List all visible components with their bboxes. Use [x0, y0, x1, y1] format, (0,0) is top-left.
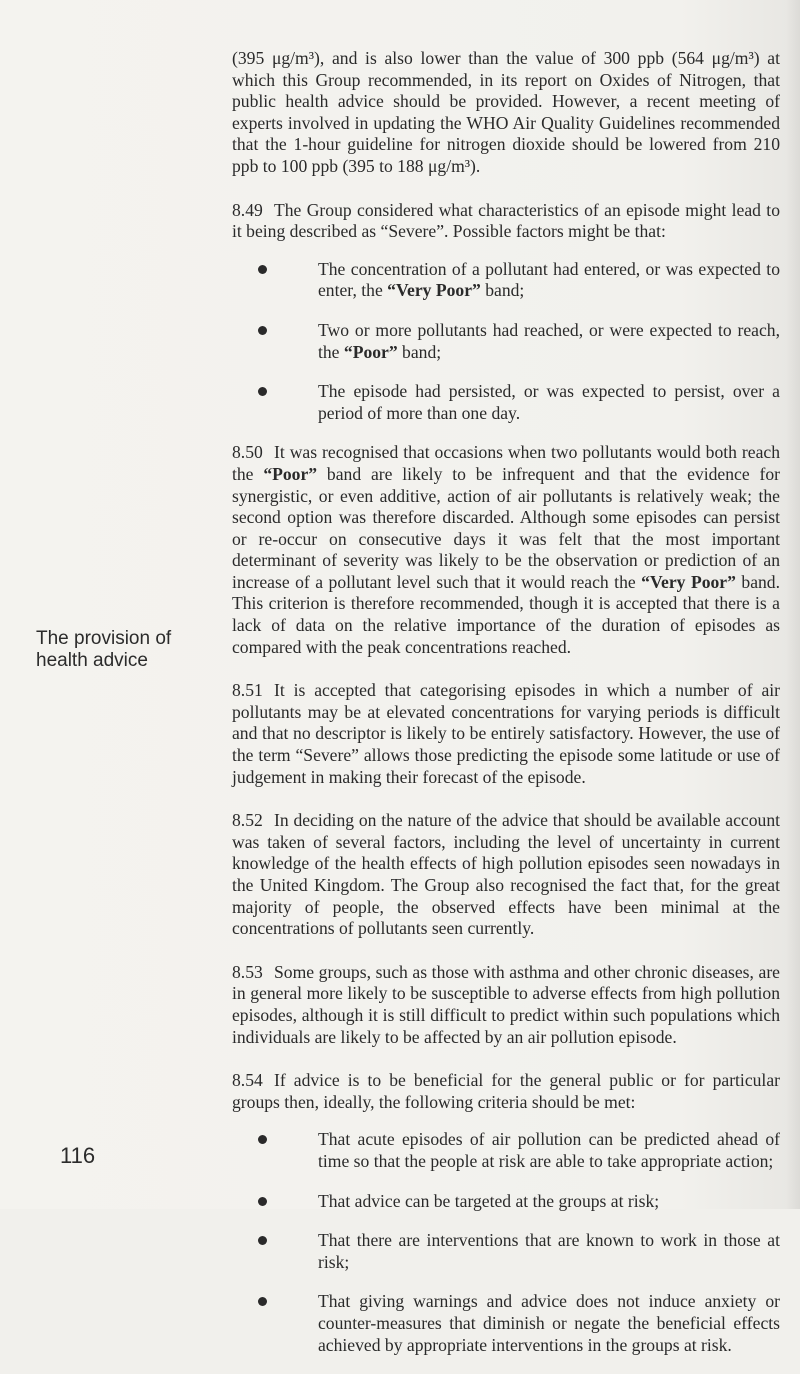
bullet-text: The episode had persisted, or was expected to persist, over a period of more than one day.: [318, 381, 780, 423]
bullet-text: band;: [397, 341, 442, 362]
paragraph-text: Some groups, such as those with asthma and other chronic diseases, are in general more likely to be susceptible to adverse effects from high pollution episodes, although it is still difficult to predict within such populations which individuals are likely to be affected by an air pollution episode.: [232, 961, 780, 1047]
page-edge-shadow: [786, 0, 800, 1209]
list-item: That advice can be targeted at the groups at risk;: [232, 1191, 780, 1213]
list-item: [232, 320, 780, 363]
paragraph-text: band are likely to be infrequent and that the evidence for synergistic, or even additive, action of air pollutants is relatively weak; the second option was therefore discarded. Although some episodes can persist or re-occur on consecutive days it was felt that the most important determinant of severity was likely to be the observation or prediction of an increase of a pollutant level such that it would reach the: [232, 463, 780, 592]
paragraph-8-54: [232, 1070, 780, 1113]
paragraph-8-50: [232, 442, 780, 658]
paragraph-emphasis: “Poor”: [263, 463, 318, 484]
paragraph-8-53: [232, 962, 780, 1048]
paragraph-text: It is accepted that categorising episodes in which a number of air pollutants may be at elevated concentrations for varying periods is difficult and that no descriptor is likely to be entirely satisfactory. However, the use of the term “Severe” allows those predicting the episode some latitude or use of judgement in making their forecast of the episode.: [232, 680, 780, 787]
list-item: That there are interventions that are known to work in those at risk;: [232, 1230, 780, 1273]
paragraph-text: It was recognised that occasions when two pollutants would both reach the: [232, 442, 780, 484]
bullet-emphasis: “Poor”: [343, 341, 398, 362]
paragraph-number: 8.50: [232, 442, 263, 463]
main-text: [232, 48, 780, 1374]
paragraph-text: The Group considered what characteristics of an episode might lead to it being described as “Severe”. Possible factors might be that:: [232, 199, 780, 242]
paragraph-8-52: [232, 810, 780, 940]
paragraph-intro: (395 μg/m³), and is also lower than the value of 300 ppb (564 μg/m³) at which this Group recommended, in its report on Oxides of Nitrogen, that public health advice should be provided. However, a recent meeting of experts involved in updating the WHO Air Quality Guidelines recommended that the 1-hour guideline for nitrogen dioxide should be lowered from 210 ppb to 100 ppb (395 to 188 μg/m³).: [232, 48, 780, 176]
list-item: [232, 381, 780, 424]
paragraph-number: 8.53: [232, 961, 263, 982]
bullet-emphasis: “Very Poor”: [387, 280, 481, 301]
list-item: That acute episodes of air pollution can be predicted ahead of time so that the people at risk are able to take appropriate action;: [232, 1129, 780, 1172]
advice-criteria-list: [232, 1129, 780, 1356]
paragraph-number: 8.51: [232, 680, 263, 701]
paragraph-text: In deciding on the nature of the advice that should be available account was taken of several factors, including the level of uncertainty in current knowledge of the health effects of high pollution episodes seen nowadays in the United Kingdom. The Group also recognised the fact that, for the great majority of people, the observed effects have been minimal at the concentrations of pollutants seen currently.: [232, 810, 780, 939]
list-item: That giving warnings and advice does not induce anxiety or counter-measures that diminish or negate the beneficial effects achieved by appropriate interventions in the groups at risk.: [232, 1291, 780, 1356]
paragraph-emphasis: “Very Poor”: [641, 571, 736, 592]
paragraph-number: 8.52: [232, 810, 263, 831]
bullet-text: The concentration of a pollutant had entered, or was expected to enter, the: [318, 258, 780, 301]
page-number: 116: [60, 1143, 96, 1168]
margin-heading: The provision of health advice: [36, 628, 172, 671]
paragraph-number: 8.54: [232, 1070, 263, 1091]
paragraph-8-51: [232, 680, 780, 788]
bullet-text: band;: [480, 280, 525, 301]
bullet-text: Two or more pollutants had reached, or were expected to reach, the: [318, 319, 780, 362]
paragraph-text: band. This criterion is therefore recommended, though it is accepted that there is a lack of data on the relative importance of the duration of episodes as compared with the peak concentrations reached.: [232, 571, 781, 657]
severity-factors-list: [232, 259, 780, 425]
paragraph-8-49: [232, 200, 780, 243]
list-item: [232, 259, 780, 302]
paragraph-number: 8.49: [232, 199, 263, 220]
paragraph-text: If advice is to be beneficial for the general public or for particular groups then, ideally, the following criteria should be met:: [232, 1070, 780, 1112]
